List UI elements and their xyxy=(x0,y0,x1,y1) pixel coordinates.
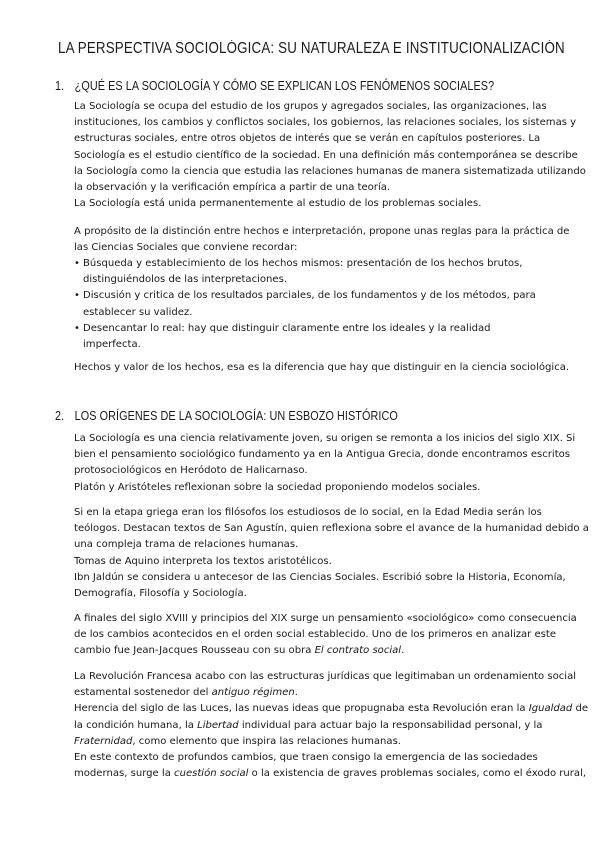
section-1-paragraph-3 xyxy=(74,360,570,376)
section-2-heading xyxy=(55,408,481,423)
text-line: La Sociología es una ciencia relativamente joven, su origen se remonta a los inicios del siglo XIX. Si xyxy=(74,433,576,444)
text-line: Ibn Jaldún se considera u antecesor de las Ciencias Sociales. Escribió sobre la Historia, Economía, xyxy=(74,571,566,583)
text-line: Sociología es el estudio científico de la sociedad. En una definición más contemporánea se describe xyxy=(74,149,578,161)
text-line: Demografía, Filosofía y Sociología. xyxy=(74,588,247,600)
list-item-text: • Desencantar lo real: hay que distinguir claramente entre los ideales y la realidad xyxy=(74,321,560,337)
list-item xyxy=(74,321,560,353)
document-title: LA PERSPECTIVA SOCIOLÓGICA: SU NATURALEZA E INSTITUCIONALIZACIÓN xyxy=(58,40,565,57)
section-1-paragraph-2 xyxy=(74,224,570,256)
section-2-paragraph-1 xyxy=(74,431,576,496)
text-line: las Ciencias Sociales que conviene recordar: xyxy=(74,242,298,254)
text-line: de los cambios acontecidos en el orden social establecido. Uno de los primeros en analizar este xyxy=(74,629,557,641)
text-line: Si en la etapa griega eran los filósofos los estudiosos de lo social, en la Edad Media serán los xyxy=(74,507,542,518)
text-line: A finales del siglo XVIII y principios del XIX surge un pensamiento «sociológico» como consecuencia xyxy=(74,613,577,624)
text-line: Platón y Aristóteles reflexionan sobre la sociedad proponiendo modelos sociales. xyxy=(74,481,481,493)
text-line: La Revolución Francesa acabo con las estructuras jurídicas que legitimaban un ordenamiento social xyxy=(74,671,577,682)
list-item xyxy=(74,288,560,320)
text-line: Hechos y valor de los hechos, esa es la diferencia que hay que distinguir en la ciencia sociológica. xyxy=(74,362,570,373)
emphasis: cuestión social xyxy=(174,768,249,780)
text-run: estamental sostenedor del xyxy=(74,687,212,699)
text-line xyxy=(74,766,587,782)
text-line: la Sociología como la ciencia que estudia las relaciones humanas de manera sistematizada utilizando xyxy=(74,165,586,177)
section-2-paragraph-3 xyxy=(74,611,577,660)
text-line: estructuras sociales, entre otros objetos de interés que se verán en capítulos posteriores. La xyxy=(74,133,541,145)
text-line xyxy=(74,734,560,750)
text-line: La Sociología está unida permanentemente al estudio de los problemas sociales. xyxy=(74,198,482,210)
text-line: A propósito de la distinción entre hechos e interpretación, propone unas reglas para la práctica de xyxy=(74,226,570,237)
list-item-text: establecer su validez. xyxy=(83,306,193,318)
text-run: la condición humana, la xyxy=(74,719,198,731)
section-1-bullet-list xyxy=(74,256,560,353)
list-item-text: • Búsqueda y establecimiento de los hechos mismos: presentación de los hechos brutos, xyxy=(74,256,560,272)
text-run: . xyxy=(401,645,405,657)
emphasis: Libertad xyxy=(197,719,239,731)
section-1-heading-text: ¿QUÉ ES LA SOCIOLOGÍA Y CÓMO SE EXPLICAN LOS FENÓMENOS SOCIALES? xyxy=(74,78,495,93)
section-1-paragraph-1 xyxy=(74,99,586,212)
text-line xyxy=(74,685,560,701)
text-run: o la existencia de graves problemas sociales, como el éxodo rural, xyxy=(248,768,587,780)
section-2-paragraph-4 xyxy=(74,669,589,782)
emphasis: Igualdad xyxy=(528,703,573,715)
emphasis: Fraternidad xyxy=(74,735,133,747)
text-line xyxy=(74,643,560,659)
text-run: de xyxy=(572,703,589,715)
text-line: la observación y la verificación empírica a partir de una teoría. xyxy=(74,182,391,194)
emphasis: antiguo régimen xyxy=(211,687,295,699)
section-1-number: 1. xyxy=(55,78,65,93)
list-item-text: distinguiéndolos de las interpretaciones. xyxy=(83,274,288,286)
book-title: El contrato social xyxy=(314,645,402,657)
text-line: una compleja trama de relaciones humanas. xyxy=(74,539,299,551)
text-line: Tomas de Aquino interpreta los textos aristotélicos. xyxy=(74,555,332,567)
list-item-text: imperfecta. xyxy=(83,339,141,351)
text-run: , como elemento que inspira las relaciones humanas. xyxy=(132,735,401,747)
text-line: protosociológicos en Heródoto de Halicarnaso. xyxy=(74,465,308,477)
text-line xyxy=(74,718,560,734)
text-run: . xyxy=(294,687,298,699)
text-line: En este contexto de profundos cambios, que traen consigo la emergencia de las sociedades xyxy=(74,752,538,764)
list-item-text: • Discusión y critica de los resultados parciales, de los fundamentos y de los métodos, para xyxy=(74,288,560,304)
text-line: bien el pensamiento sociológico fundamento ya en la Antigua Grecia, donde encontramos escritos xyxy=(74,449,571,461)
section-2-paragraph-2 xyxy=(74,505,589,602)
section-1-heading xyxy=(55,78,495,93)
text-line: teólogos. Destacan textos de San Agustín, quien reflexiona sobre el avance de la humanidad debido a xyxy=(74,523,589,535)
text-line: instituciones, los cambios y conflictos sociales, los gobiernos, las relaciones sociales, los sistemas y xyxy=(74,117,577,129)
text-run: modernas, surge la xyxy=(74,768,175,780)
text-run: Herencia del siglo de las Luces, las nuevas ideas que propugnaba esta Revolución eran la xyxy=(74,703,529,715)
section-2-number: 2. xyxy=(55,408,65,423)
text-line: La Sociología se ocupa del estudio de los grupos y agregados sociales, las organizaciones, las xyxy=(74,101,547,112)
text-run: individual para actuar bajo la responsabilidad personal, y la xyxy=(238,719,543,731)
section-2-heading-text: LOS ORÍGENES DE LA SOCIOLOGÍA: UN ESBOZO HISTÓRICO xyxy=(74,408,398,423)
text-line xyxy=(74,701,589,717)
list-item xyxy=(74,256,560,288)
text-run: cambio fue Jean-Jacques Rousseau con su obra xyxy=(74,645,315,657)
